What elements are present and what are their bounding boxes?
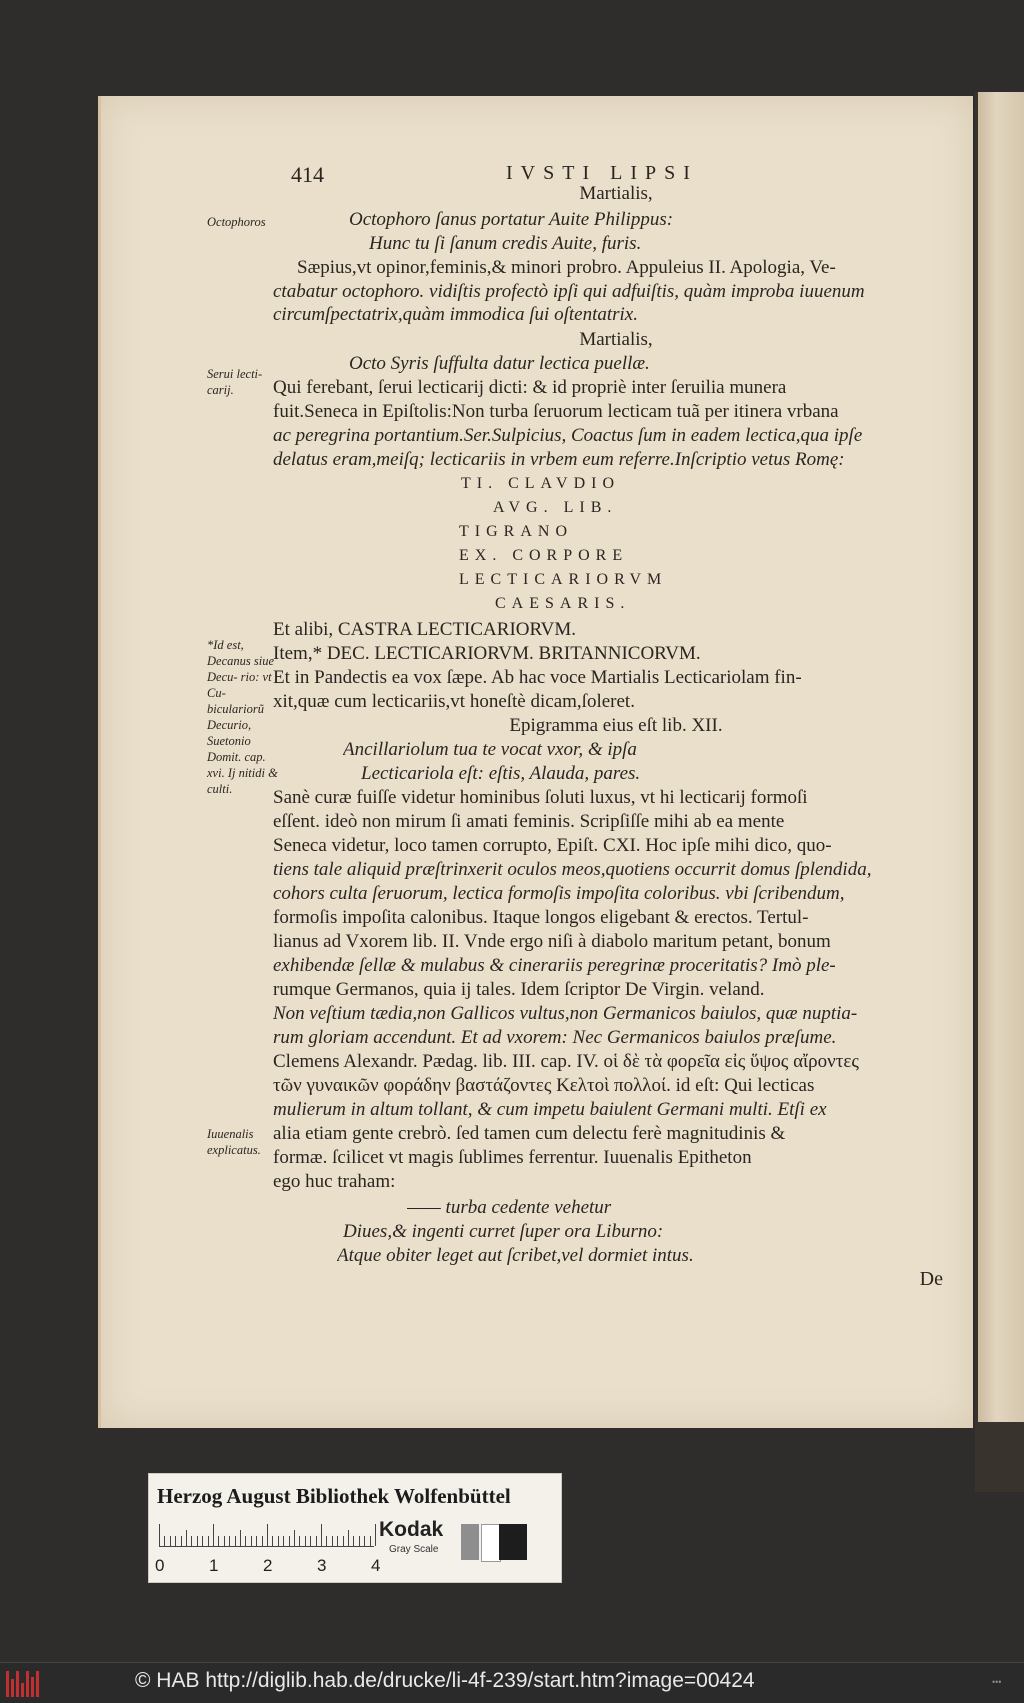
text-line: xit,quæ cum lecticariis,vt honeſtè dicam,ſoleret. [273, 691, 635, 712]
text-line: Octo Syris ſuffulta datur lectica puellæ. [349, 353, 650, 374]
ruler-tick [218, 1536, 219, 1546]
ruler-tick [343, 1536, 344, 1546]
ruler-tick [348, 1530, 349, 1546]
inscription-line: TIGRANO [459, 523, 573, 540]
measurement-ruler [159, 1522, 374, 1547]
margin-note: Octophoros [207, 215, 266, 229]
color-calibration-card [148, 1473, 562, 1583]
text-line: mulierum in altum tollant, & cum impetu baiulent Germani multi. Etſi ex [273, 1099, 827, 1120]
ruler-tick [224, 1536, 225, 1546]
ruler-tick [278, 1536, 279, 1546]
ruler-tick [326, 1536, 327, 1546]
text-line: exhibendæ ſellæ & mulabus & cinerariis peregrinæ proceritatis? Imò ple- [273, 955, 836, 976]
margin-note: Serui lecti- carij. [207, 367, 263, 397]
ruler-tick [262, 1536, 263, 1546]
white-swatch [481, 1524, 501, 1562]
margin-note: *Id est, Decanus siue Decu- rio: vt Cu- biculariorũ Decurio, Suetonio Domit. cap. xvi. Ij nitidi & culti. [207, 638, 278, 796]
black-swatch [499, 1524, 527, 1560]
ruler-tick [337, 1536, 338, 1546]
verse-line: Diues,& ingenti curret ſuper ora Liburno: [343, 1221, 664, 1242]
text-line: Non veſtium tædia,non Gallicos vultus,non Germanicos baiulos, quæ nuptia- [273, 1003, 858, 1024]
text-line: τῶν γυναικῶν φοράδην βαστάζοντες Κελτοὶ πολλοί. id eſt: Qui lecticas [273, 1075, 815, 1096]
text-line: Martialis, [579, 183, 653, 204]
ruler-tick [299, 1536, 300, 1546]
ruler-tick [267, 1524, 268, 1546]
ruler-tick [256, 1536, 257, 1546]
inscription-line: LECTICARIORVM [459, 571, 668, 588]
text-line: alia etiam gente crebrò. ſed tamen cum delectu ferè magnitudinis & [273, 1123, 786, 1144]
text-line: Ancillariolum tua te vocat vxor, & ipſa [343, 739, 637, 760]
ruler-tick [197, 1536, 198, 1546]
ruler-tick [321, 1524, 322, 1546]
page-number: 414 [291, 162, 324, 187]
ruler-tick [272, 1536, 273, 1546]
inscription-line: AVG. LIB. [493, 499, 618, 516]
text-line: cohors culta ſeruorum, lectica formoſis impoſita coloribus. vbi ſcribendum, [273, 883, 845, 904]
ruler-tick [229, 1536, 230, 1546]
text-line: Hunc tu ſi ſanum credis Auite, furis. [369, 233, 642, 254]
ruler-tick [191, 1536, 192, 1546]
ruler-tick [213, 1524, 214, 1546]
ruler-label: 2 [263, 1556, 273, 1575]
ruler-tick [170, 1536, 171, 1546]
ruler-label: 1 [209, 1556, 219, 1575]
ruler-tick [175, 1536, 176, 1546]
ruler-tick [240, 1530, 241, 1546]
inscription-line: TI. CLAVDIO [461, 475, 621, 492]
ruler-tick [294, 1530, 295, 1546]
ruler-tick [305, 1536, 306, 1546]
ruler-tick [370, 1536, 371, 1546]
text-line: delatus eram,meiſq; lecticariis in vrbem eum referre.Inſcriptio vetus Romę: [273, 449, 845, 470]
inscription-line: CAESARIS. [495, 595, 631, 612]
inscription-line: EX. CORPORE [459, 547, 629, 564]
book-page [98, 96, 973, 1428]
viewer-footer [0, 1662, 1024, 1703]
text-line: lianus ad Vxorem lib. II. Vnde ergo niſi à diabolo maritum petant, bonum [273, 931, 831, 952]
ruler-tick [310, 1536, 311, 1546]
text-line: tiens tale aliquid præſtrinxerit oculos meos,quotiens occurrit domus ſplendida, [273, 859, 872, 880]
ruler-tick [316, 1536, 317, 1546]
ruler-label: 0 [155, 1556, 165, 1575]
more-icon[interactable]: ••• [992, 1677, 1002, 1687]
ruler-label: 4 [371, 1556, 381, 1575]
text-line: circumſpectatrix,quàm immodica ſui oſtentatrix. [273, 304, 638, 325]
ruler-tick [186, 1530, 187, 1546]
copyright-url[interactable]: © HAB http://diglib.hab.de/drucke/li-4f-239/start.htm?image=00424 [135, 1669, 755, 1692]
ruler-tick [353, 1536, 354, 1546]
ruler-tick [208, 1536, 209, 1546]
ruler-tick [251, 1536, 252, 1546]
text-line: ac peregrina portantium.Ser.Sulpicius, Coactus ſum in eadem lectica,qua ipſe [273, 425, 863, 446]
ruler-tick [235, 1536, 236, 1546]
verse-line: Atque obiter leget aut ſcribet,vel dormiet intus. [337, 1245, 694, 1266]
ruler-label: 3 [317, 1556, 327, 1575]
gray-swatch [461, 1524, 479, 1560]
text-line: Octophoro ſanus portatur Auite Philippus: [349, 209, 674, 230]
text-line: Epigramma eius eſt lib. XII. [509, 715, 723, 736]
text-line: Seneca videtur, loco tamen corrupto, Epiſt. CXI. Hoc ipſe mihi dico, quo- [273, 835, 832, 856]
ruler-tick [375, 1524, 376, 1546]
text-line: Lecticariola eſt: eſtis, Alauda, pares. [361, 763, 641, 784]
gray-scale-label: Gray Scale [389, 1544, 439, 1555]
text-line: Et alibi, CASTRA LECTICARIORVM. [273, 619, 577, 640]
text-line: fuit.Seneca in Epiſtolis:Non turba ſeruorum lecticam tuã per itinera vrbana [273, 401, 839, 422]
margin-note: Iuuenalis explicatus. [207, 1127, 261, 1157]
hab-logo-icon [6, 1671, 44, 1697]
text-line: formæ. ſcilicet vt magis ſublimes ferrentur. Iuuenalis Epitheton [273, 1147, 752, 1168]
ruler-tick [283, 1536, 284, 1546]
ruler-tick [202, 1536, 203, 1546]
ruler-tick [159, 1524, 160, 1546]
text-line: eſſent. ideò non mirum ſi amati feminis. Scripſiſſe mihi ab ea mente [273, 811, 785, 832]
text-line: formoſis impoſita calonibus. Itaque longos eligebant & erectos. Tertul- [273, 907, 809, 928]
library-name: Herzog August Bibliothek Wolfenbüttel [157, 1484, 511, 1508]
verse-line: —— turba cedente vehetur [407, 1197, 612, 1218]
text-line: Clemens Alexandr. Pædag. lib. III. cap. IV. οἱ δὲ τὰ φορεῖα εἰς ὕψος αἴροντες [273, 1051, 859, 1072]
text-line: ctabatur octophoro. vidiſtis profectò ipſi qui adfuiſtis, quàm improba iuuenum [273, 281, 865, 302]
running-title: IVSTI LIPSI [506, 162, 698, 184]
text-line: Qui ferebant, ſerui lecticarij dicti: & id propriè inter ſeruilia munera [273, 377, 787, 398]
ruler-tick [181, 1536, 182, 1546]
ruler-tick [164, 1536, 165, 1546]
ruler-tick [364, 1536, 365, 1546]
text-line: ego huc traham: [273, 1171, 396, 1192]
text-line: Sæpius,vt opinor,feminis,& minori probro. Appuleius II. Apologia, Ve- [297, 257, 836, 278]
text-line: Sanè curæ fuiſſe videtur hominibus ſoluti luxus, vt hi lecticarij formoſi [273, 787, 808, 808]
catchword: De [919, 1268, 943, 1290]
ruler-tick [332, 1536, 333, 1546]
kodak-logo: Kodak [379, 1518, 444, 1541]
text-line: Martialis, [579, 329, 653, 350]
ruler-tick [359, 1536, 360, 1546]
text-line: Et in Pandectis ea vox ſæpe. Ab hac voce Martialis Lecticariolam fin- [273, 667, 802, 688]
text-line: rumque Germanos, quia ij tales. Idem ſcriptor De Virgin. veland. [273, 979, 765, 1000]
text-line: rum gloriam accendunt. Et ad vxorem: Nec Germanicos baiulos præſume. [273, 1027, 837, 1048]
ruler-tick [245, 1536, 246, 1546]
text-line: Item,* DEC. LECTICARIORVM. BRITANNICORVM. [273, 643, 701, 664]
ruler-tick [289, 1536, 290, 1546]
